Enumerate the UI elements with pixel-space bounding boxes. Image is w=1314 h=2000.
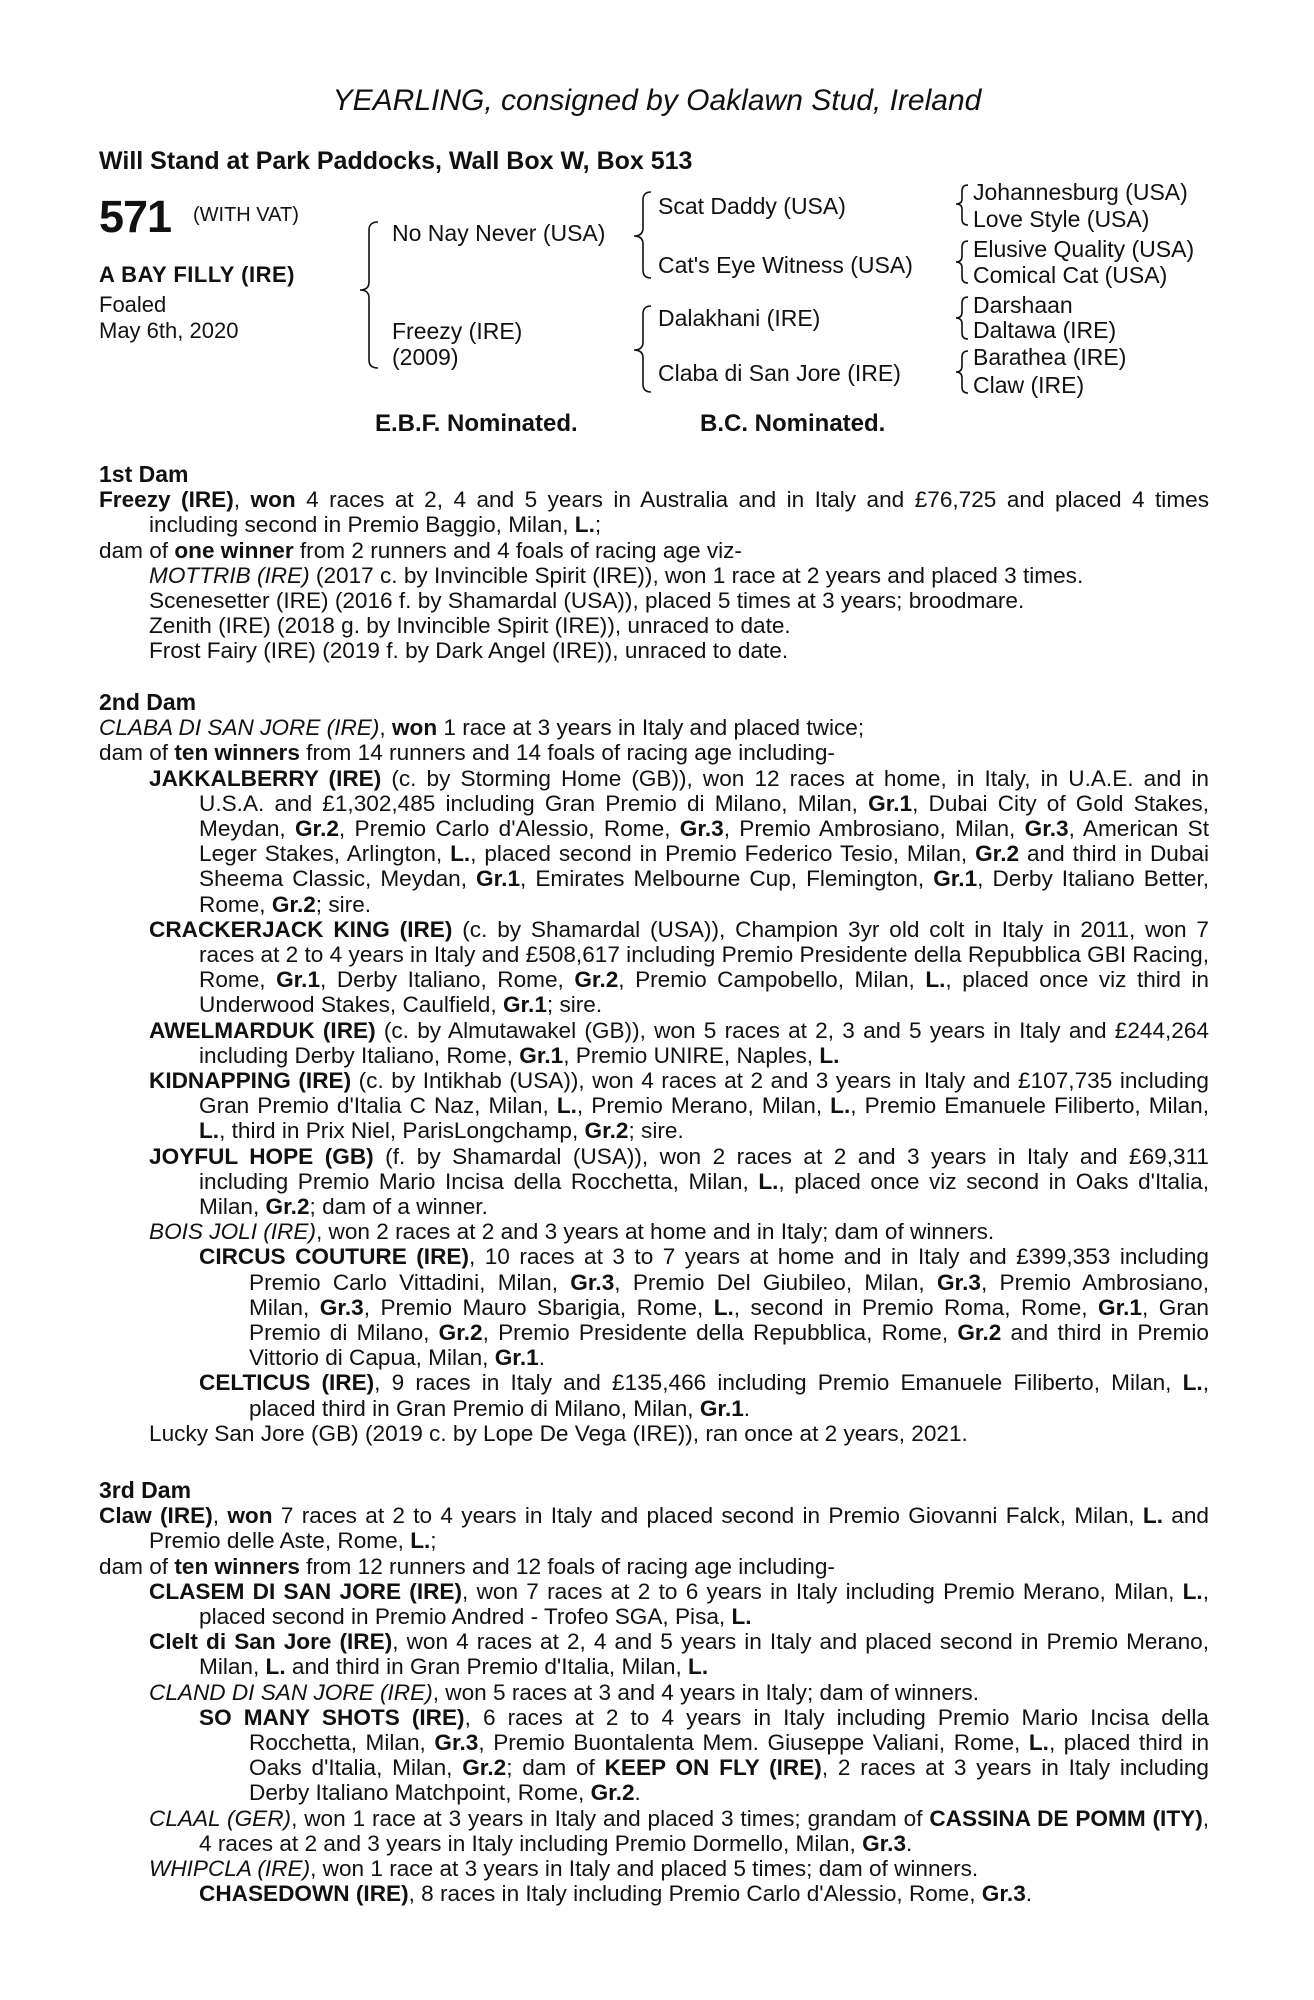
dam-produce-summary: dam of one winner from 2 runners and 4 foals of racing age viz-: [99, 537, 742, 563]
stand-location: Will Stand at Park Paddocks, Wall Box W, Box 513: [99, 147, 693, 175]
produce-entry: CHASEDOWN (IRE), 8 races in Italy including Premio Carlo d'Alessio, Rome, Gr.3.: [199, 1881, 1033, 1907]
pedigree-ggp: Johannesburg (USA): [973, 179, 1188, 205]
pedigree-sire: No Nay Never (USA): [392, 220, 606, 246]
pedigree-ggp: Love Style (USA): [973, 206, 1150, 232]
produce-entry: SO MANY SHOTS (IRE), 6 races at 2 to 4 years in Italy including Premio Mario Incisa della Rocchetta, Milan, Gr.3, Premio Buontalenta Mem. Giuseppe Valiani, Rome, L., placed third in Oaks d'Italia, Milan, Gr.2; dam of KEEP ON FLY (IRE), 2 races at 3 years in Italy including Derby Italiano Matchpoint, Rome, Gr.2.: [199, 1704, 1210, 1806]
pedigree-sire-dam: Cat's Eye Witness (USA): [658, 252, 913, 278]
produce-entry: Clelt di San Jore (IRE), won 4 races at 2, 4 and 5 years in Italy and placed second in Premio Merano, Milan, L. and third in Gran Premio d'Italia, Milan, L.: [149, 1629, 1209, 1680]
produce-line: Lucky San Jore (GB) (2019 c. by Lope De Vega (IRE)), ran once at 2 years, 2021.: [149, 1420, 968, 1446]
pedigree-ggp: Daltawa (IRE): [973, 317, 1117, 343]
produce-line: Frost Fairy (IRE) (2019 f. by Dark Angel (IRE)), unraced to date.: [149, 638, 789, 664]
pedigree-dam-dam: Claba di San Jore (IRE): [658, 360, 901, 386]
page-title: YEARLING, consigned by Oaklawn Stud, Ireland: [332, 84, 982, 117]
lot-number: 571: [99, 191, 172, 242]
produce-entry: AWELMARDUK (IRE) (c. by Almutawakel (GB)), won 5 races at 2, 3 and 5 years in Italy and £244,264 including Derby Italiano, Rome, Gr.1, Premio UNIRE, Naples, L.: [149, 1017, 1209, 1068]
pedigree-dam-sire: Dalakhani (IRE): [658, 305, 821, 331]
dam-record: Claw (IRE), won 7 races at 2 to 4 years in Italy and placed second in Premio Giovanni Falck, Milan, L. and Premio delle Aste, Rome, L.;: [99, 1503, 1209, 1554]
first-dam-heading: 1st Dam: [99, 461, 189, 487]
pedigree-ggp: Darshaan: [973, 292, 1073, 318]
produce-entry: JOYFUL HOPE (GB) (f. by Shamardal (USA)), won 2 races at 2 and 3 years in Italy and £69,311 including Premio Mario Incisa della Rocchetta, Milan, L., placed once viz second in Oaks d'Italia, Milan, Gr.2; dam of a winner.: [149, 1143, 1209, 1220]
produce-line: Scenesetter (IRE) (2016 f. by Shamardal (USA)), placed 5 times at 3 years; broodmare.: [149, 588, 1025, 614]
produce-entry: CLASEM DI SAN JORE (IRE), won 7 races at 2 to 6 years in Italy including Premio Merano, Milan, L., placed second in Premio Andred - Trofeo SGA, Pisa, L.: [149, 1578, 1209, 1630]
vat-note: (WITH VAT): [193, 204, 299, 226]
pedigree-dam: Freezy (IRE): [392, 318, 523, 344]
pedigree-brackets: [0, 0, 1314, 420]
dam-record: CLABA DI SAN JORE (IRE), won 1 race at 3 years in Italy and placed twice;: [99, 715, 865, 741]
second-dam-heading: 2nd Dam: [99, 689, 197, 715]
pedigree-dam-year: (2009): [392, 344, 459, 370]
produce-entry: CIRCUS COUTURE (IRE), 10 races at 3 to 7 years at home and in Italy and £399,353 including Premio Carlo Vittadini, Milan, Gr.3, Premio Del Giubileo, Milan, Gr.3, Premio Ambrosiano, Milan, Gr.3, Premio Mauro Sbarigia, Rome, L., second in Premio Roma, Rome, Gr.1, Gran Premio di Milano, Gr.2, Premio Presidente della Repubblica, Rome, Gr.2 and third in Premio Vittorio di Capua, Milan, Gr.1.: [199, 1244, 1209, 1371]
pedigree-ggp: Elusive Quality (USA): [973, 236, 1195, 262]
produce-entry: BOIS JOLI (IRE), won 2 races at 2 and 3 years at home and in Italy; dam of winners.: [149, 1219, 995, 1245]
bc-nomination: B.C. Nominated.: [700, 410, 886, 437]
dam-produce-summary: dam of ten winners from 14 runners and 14 foals of racing age including-: [99, 740, 835, 766]
foaled-date: Foaled May 6th, 2020: [99, 292, 239, 343]
produce-entry: WHIPCLA (IRE), won 1 race at 3 years in Italy and placed 5 times; dam of winners.: [149, 1856, 979, 1882]
third-dam-heading: 3rd Dam: [99, 1477, 192, 1503]
pedigree-ggp: Comical Cat (USA): [973, 262, 1168, 288]
produce-line: Zenith (IRE) (2018 g. by Invincible Spirit (IRE)), unraced to date.: [149, 613, 791, 639]
dam-produce-summary: dam of ten winners from 12 runners and 12 foals of racing age including-: [99, 1553, 835, 1579]
dam-record: Freezy (IRE), won 4 races at 2, 4 and 5 years in Australia and in Italy and £76,725 and placed 4 times including second in Premio Baggio, Milan, L.;: [99, 487, 1210, 538]
pedigree-sire-sire: Scat Daddy (USA): [658, 193, 846, 219]
first-dam-section: [99, 462, 1209, 664]
produce-entry: CLAAL (GER), won 1 race at 3 years in Italy and placed 3 times; grandam of CASSINA DE POMM (ITY), 4 races at 2 and 3 years in Italy including Premio Dormello, Milan, Gr.3.: [149, 1805, 1210, 1856]
produce-entry: CLAND DI SAN JORE (IRE), won 5 races at 3 and 4 years in Italy; dam of winners.: [149, 1679, 980, 1705]
produce-entry: KIDNAPPING (IRE) (c. by Intikhab (USA)), won 4 races at 2 and 3 years in Italy and £107,735 including Gran Premio d'Italia C Naz, Milan, L., Premio Merano, Milan, L., Premio Emanuele Filiberto, Milan, L., third in Prix Niel, ParisLongchamp, Gr.2; sire.: [149, 1068, 1210, 1144]
produce-entry: CELTICUS (IRE), 9 races in Italy and £135,466 including Premio Emanuele Filiberto, Milan, L., placed third in Gran Premio di Milano, Milan, Gr.1.: [199, 1370, 1209, 1421]
ebf-nomination: E.B.F. Nominated.: [375, 410, 578, 437]
pedigree-ggp: Barathea (IRE): [973, 344, 1127, 370]
produce-entry: CRACKERJACK KING (IRE) (c. by Shamardal (USA)), Champion 3yr old colt in Italy in 2011, won 7 races at 2 to 4 years in Italy and £508,617 including Premio Presidente della Repubblica GBI Racing, Rome, Gr.1, Derby Italiano, Rome, Gr.2, Premio Campobello, Milan, L., placed once viz third in Underwood Stakes, Caulfield, Gr.1; sire.: [149, 916, 1210, 1018]
pedigree-ggp: Claw (IRE): [973, 372, 1085, 398]
third-dam-section: [99, 1478, 1209, 1906]
horse-name: A BAY FILLY (IRE): [99, 262, 295, 287]
produce-entry: JAKKALBERRY (IRE) (c. by Storming Home (GB)), won 12 races at home, in Italy, in U.A.E. and in U.S.A. and £1,302,485 including Gran Premio di Milano, Milan, Gr.1, Dubai City of Gold Stakes, Meydan, Gr.2, Premio Carlo d'Alessio, Rome, Gr.3, Premio Ambrosiano, Milan, Gr.3, American St Leger Stakes, Arlington, L., placed second in Premio Federico Tesio, Milan, Gr.2 and third in Dubai Sheema Classic, Meydan, Gr.1, Emirates Melbourne Cup, Flemington, Gr.1, Derby Italiano Better, Rome, Gr.2; sire.: [149, 765, 1210, 917]
second-dam-section: [99, 690, 1209, 1446]
produce-line: MOTTRIB (IRE) (2017 c. by Invincible Spirit (IRE)), won 1 race at 2 years and placed 3 times.: [149, 562, 1084, 588]
